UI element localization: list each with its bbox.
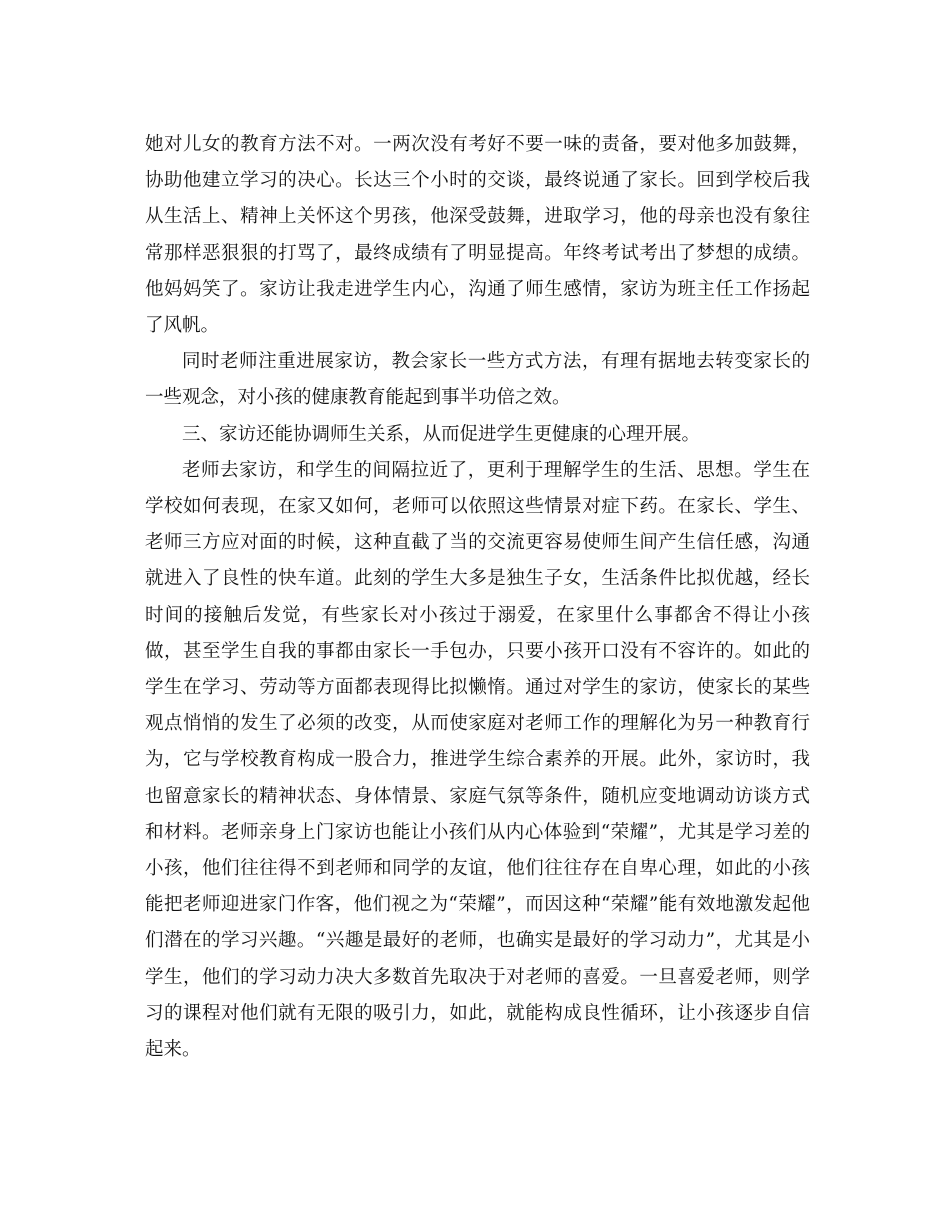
paragraph-home-visit-methods: 同时老师注重进展家访，教会家长一些方式方法，有理有据地去转变家长的一些观念，对小孩的健康教育能起到事半功倍之效。 bbox=[145, 351, 810, 409]
paragraph-continuation: 她对儿女的教育方法不对。一两次没有考好不要一味的责备，要对他多加鼓舞，协助他建立学习的决心。长达三个小时的交谈，最终说通了家长。回到学校后我从生活上、精神上关怀这个男孩，他深受鼓舞，进取学习，他的母亲也没有象往常那样恶狠狠的打骂了，最终成绩有了明显提高。年终考试考出了梦想的成绩。他妈妈笑了。家访让我走进学生内心，沟通了师生感情，家访为班主任工作扬起了风帆。 bbox=[145, 134, 810, 337]
body-text bbox=[145, 127, 810, 1068]
paragraph-teacher-student-relationship: 老师去家访，和学生的间隔拉近了，更利于理解学生的生活、思想。学生在学校如何表现，在家又如何，老师可以依照这些情景对症下药。在家长、学生、老师三方应对面的时候，这种直截了当的交流更容易使师生间产生信任感，沟通就进入了良性的快车道。此刻的学生大多是独生子女，生活条件比拟优越，经长时间的接触后发觉，有些家长对小孩过于溺爱，在家里什么事都舍不得让小孩做，甚至学生自我的事都由家长一手包办，只要小孩开口没有不容许的。如此的学生在学习、劳动等方面都表现得比拟懒惰。通过对学生的家访，使家长的某些观点悄悄的发生了必须的改变，从而使家庭对老师工作的理解化为另一种教育行为，它与学校教育构成一股合力，推进学生综合素养的开展。此外，家访时，我也留意家长的精神状态、身体情景、家庭气氛等条件，随机应变地调动访谈方式和材料。老师亲身上门家访也能让小孩们从内心体验到“荣耀”，尤其是学习差的小孩，他们往往得不到老师和同学的友谊，他们往往存在自卑心理，如此的小孩能把老师迎进家门作客，他们视之为“荣耀”，而因这种“荣耀”能有效地激发起他们潜在的学习兴趣。“兴趣是最好的老师，也确实是最好的学习动力”，尤其是小学生，他们的学习动力决大多数首先取决于对老师的喜爱。一旦喜爱老师，则学习的课程对他们就有无限的吸引力，如此，就能构成良性循环，让小孩逐步自信起来。 bbox=[145, 459, 810, 1061]
section-heading-three: 三、家访还能协调师生关系，从而促进学生更健康的心理开展。 bbox=[182, 423, 701, 445]
